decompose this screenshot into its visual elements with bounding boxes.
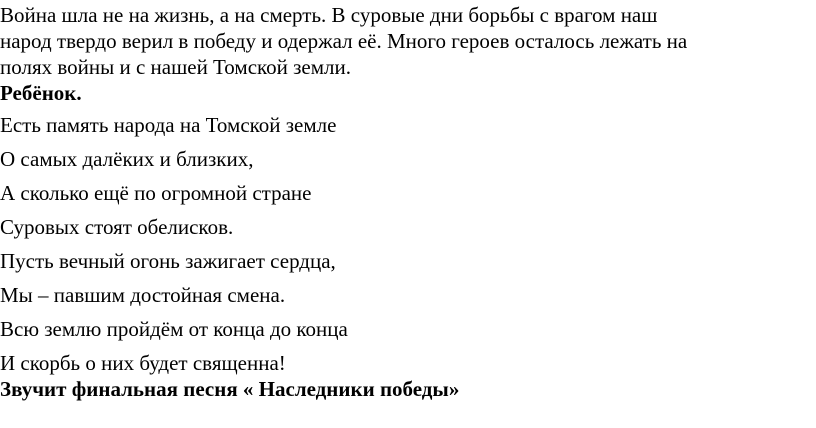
intro-line: Война шла не на жизнь, а на смерть. В суровые дни борьбы с врагом наш <box>0 3 658 27</box>
poem-line: Есть память народа на Томской земле <box>0 113 337 137</box>
intro-paragraph <box>0 2 816 80</box>
speaker-label: Ребёнок. <box>0 81 82 105</box>
poem-line: О самых далёких и близких, <box>0 147 254 171</box>
poem-line: Суровых стоят обелисков. <box>0 215 234 239</box>
intro-line: полях войны и с нашей Томской земли. <box>0 55 352 79</box>
poem-verse <box>0 108 348 380</box>
poem-line: Мы – павшим достойная смена. <box>0 283 286 307</box>
poem-line: Пусть вечный огонь зажигает сердца, <box>0 249 336 273</box>
closing-stage-direction: Звучит финальная песня « Наследники победы» <box>0 377 460 401</box>
poem-line: А сколько ещё по огромной стране <box>0 181 312 205</box>
intro-line: народ твердо верил в победу и одержал её. Много героев осталось лежать на <box>0 29 688 53</box>
poem-line: И скорбь о них будет священна! <box>0 351 286 375</box>
poem-line: Всю землю пройдём от конца до конца <box>0 317 348 341</box>
